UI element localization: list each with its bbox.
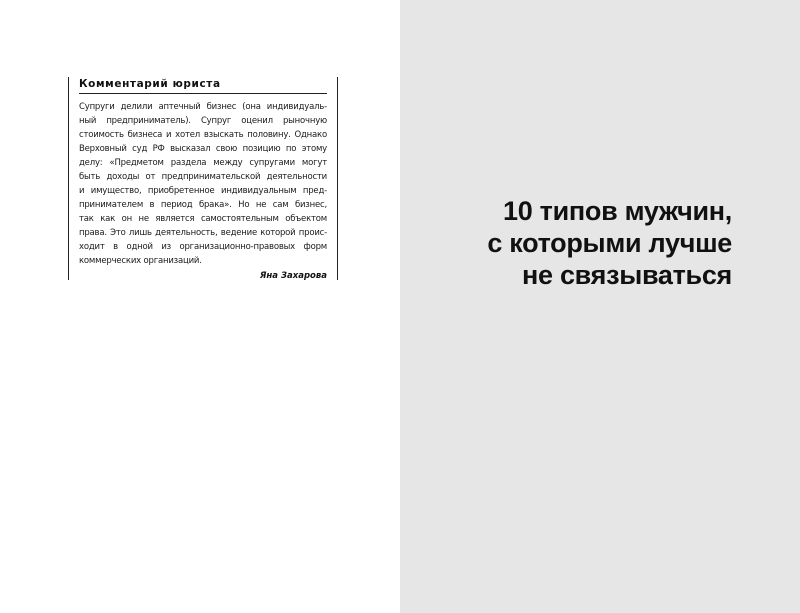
body-line: так как он не является самостоятельным объектом (79, 214, 327, 224)
body-line: Верховный суд РФ высказал свою позицию по этому (79, 144, 327, 154)
body-line: ный предприниматель). Супруг оценил рыночную (79, 116, 327, 126)
body-line: быть доходы от предпринимательской деятельности (79, 172, 327, 182)
body-line: стоимость бизнеса и хотел взыскать половину. Однако (79, 130, 327, 140)
body-line: ходит в одной из организационно-правовых форм (79, 242, 327, 252)
chapter-title-line: 10 типов мужчин, (503, 196, 732, 226)
right-page (400, 0, 800, 613)
lawyer-comment-sidebar (68, 77, 338, 280)
body-line: Супруги делили аптечный бизнес (она индивидуаль- (79, 102, 327, 112)
author-signature: Яна Захарова (259, 271, 327, 281)
chapter-title-line: не связываться (522, 260, 732, 290)
body-line: делу: «Предметом раздела между супругами могут (79, 158, 327, 168)
sidebar-heading: Комментарий юриста (79, 78, 221, 90)
body-line: принимателем в период брака». Но не сам бизнес, (79, 200, 327, 210)
body-line: коммерческих организаций. (79, 256, 202, 266)
body-line: права. Это лишь деятельность, ведение которой проис- (79, 228, 327, 238)
heading-divider (79, 93, 327, 94)
chapter-title-line: с которыми лучше (487, 228, 732, 258)
chapter-title (487, 195, 732, 291)
sidebar-body-text (79, 100, 327, 268)
body-line: и имущество, приобретенное индивидуальным пред- (79, 186, 327, 196)
